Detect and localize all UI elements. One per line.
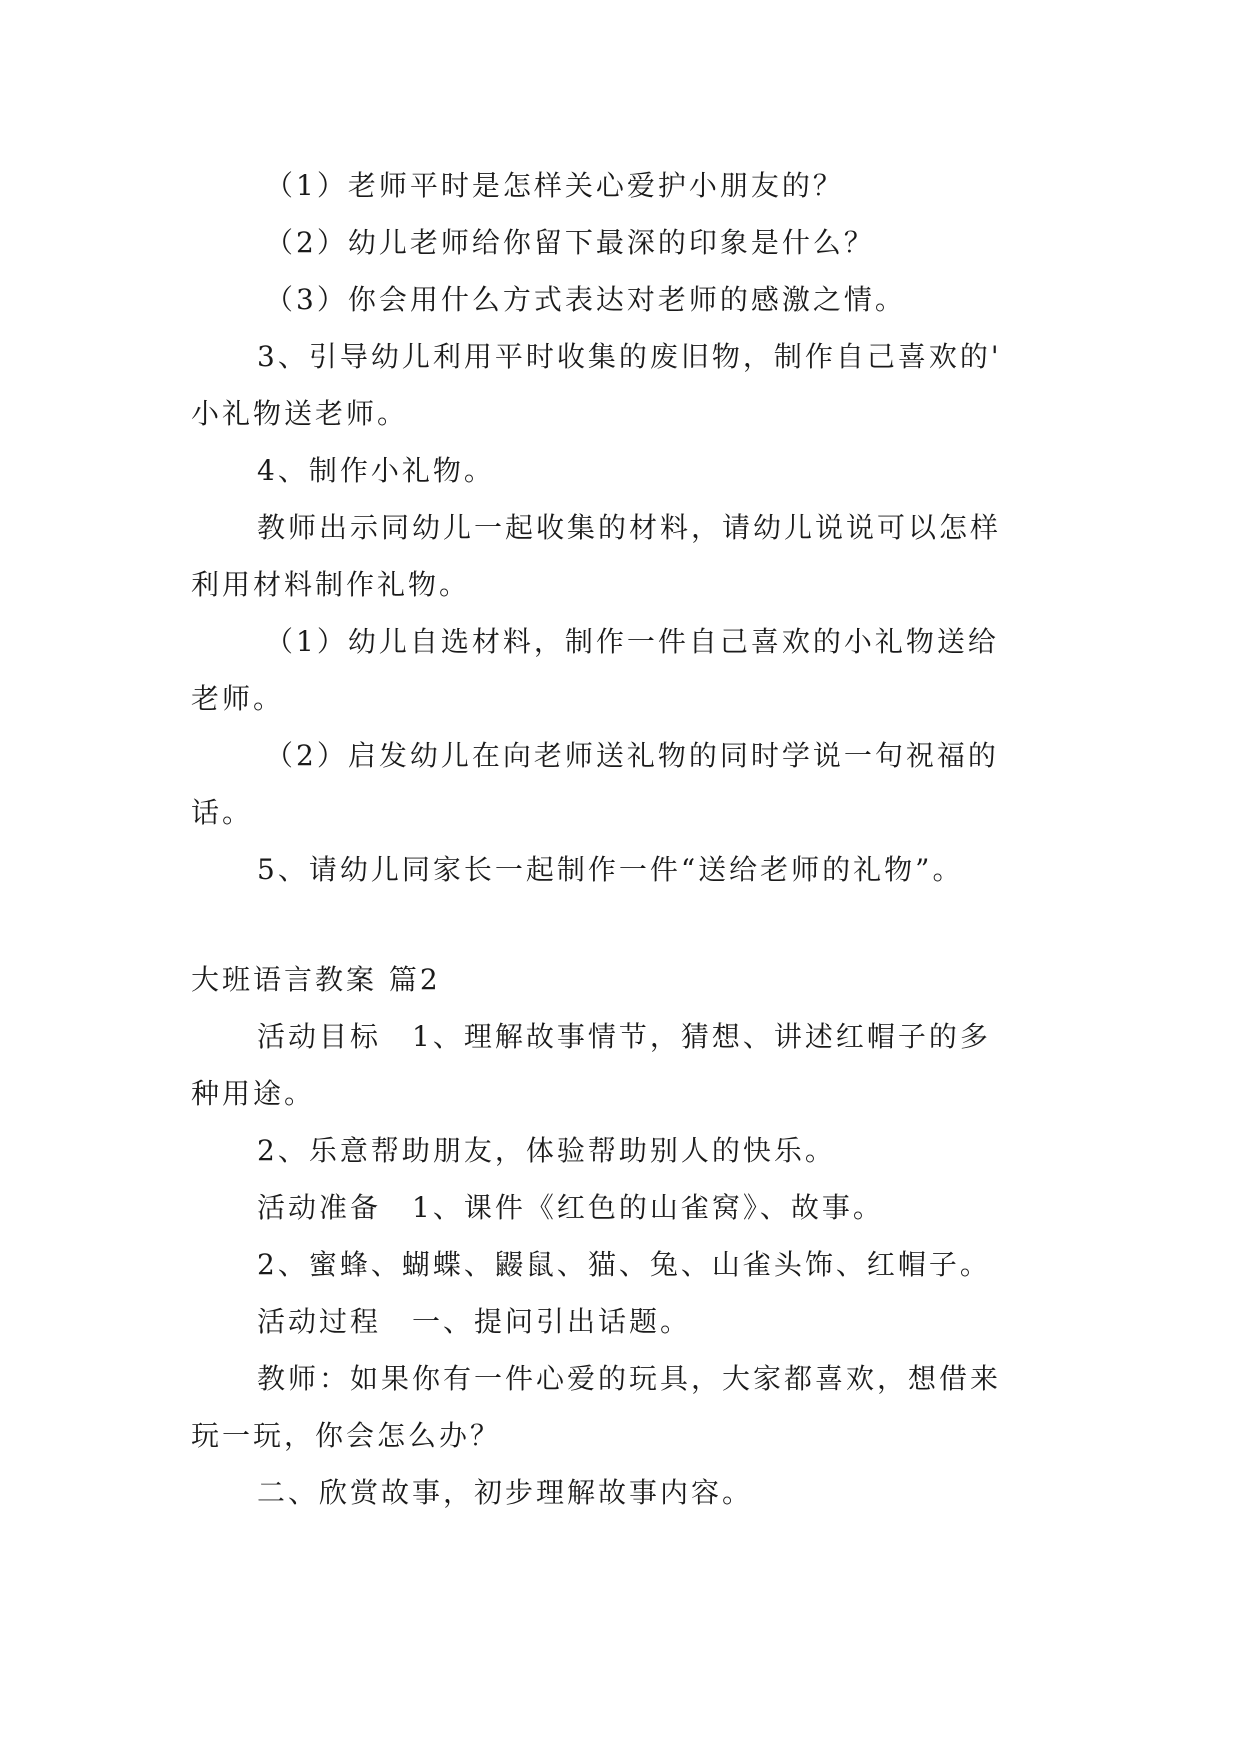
text-line: 活动过程 一、提问引出话题。 <box>257 1305 692 1338</box>
text-line: 2、乐意帮助朋友，体验帮助别人的快乐。 <box>257 1134 836 1167</box>
text-line: （1）幼儿自选材料，制作一件自己喜欢的小礼物送给 <box>265 625 999 658</box>
text-line: 活动准备 1、课件《红色的山雀窝》、故事。 <box>257 1191 884 1224</box>
text-line: 4、制作小礼物。 <box>257 454 495 487</box>
text-line: 5、请幼儿同家长一起制作一件“送给老师的礼物”。 <box>257 853 964 886</box>
text-line: （2）幼儿老师给你留下最深的印象是什么？ <box>265 226 875 259</box>
text-line: 二、欣赏故事，初步理解故事内容。 <box>257 1476 754 1509</box>
text-line: （3）你会用什么方式表达对老师的感激之情。 <box>265 283 906 316</box>
text-line: 教师：如果你有一件心爱的玩具，大家都喜欢，想借来 <box>257 1362 1002 1395</box>
text-line: 利用材料制作礼物。 <box>191 568 471 601</box>
section-title: 大班语言教案 篇2 <box>191 963 441 996</box>
text-line: （2）启发幼儿在向老师送礼物的同时学说一句祝福的 <box>265 739 999 772</box>
text-line: 小礼物送老师。 <box>191 397 409 430</box>
text-line: 话。 <box>191 796 254 829</box>
text-line: （1）老师平时是怎样关心爱护小朋友的？ <box>265 169 844 202</box>
text-line: 种用途。 <box>191 1077 316 1110</box>
text-line: 活动目标 1、理解故事情节，猜想、讲述红帽子的多 <box>257 1020 991 1053</box>
text-line: 教师出示同幼儿一起收集的材料，请幼儿说说可以怎样 <box>257 511 1002 544</box>
text-line: 3、引导幼儿利用平时收集的废旧物，制作自己喜欢的' <box>257 340 1002 373</box>
text-line: 2、蜜蜂、蝴蝶、鼹鼠、猫、兔、山雀头饰、红帽子。 <box>257 1248 991 1281</box>
text-line: 玩一玩，你会怎么办？ <box>191 1419 502 1452</box>
text-line: 老师。 <box>191 682 285 715</box>
